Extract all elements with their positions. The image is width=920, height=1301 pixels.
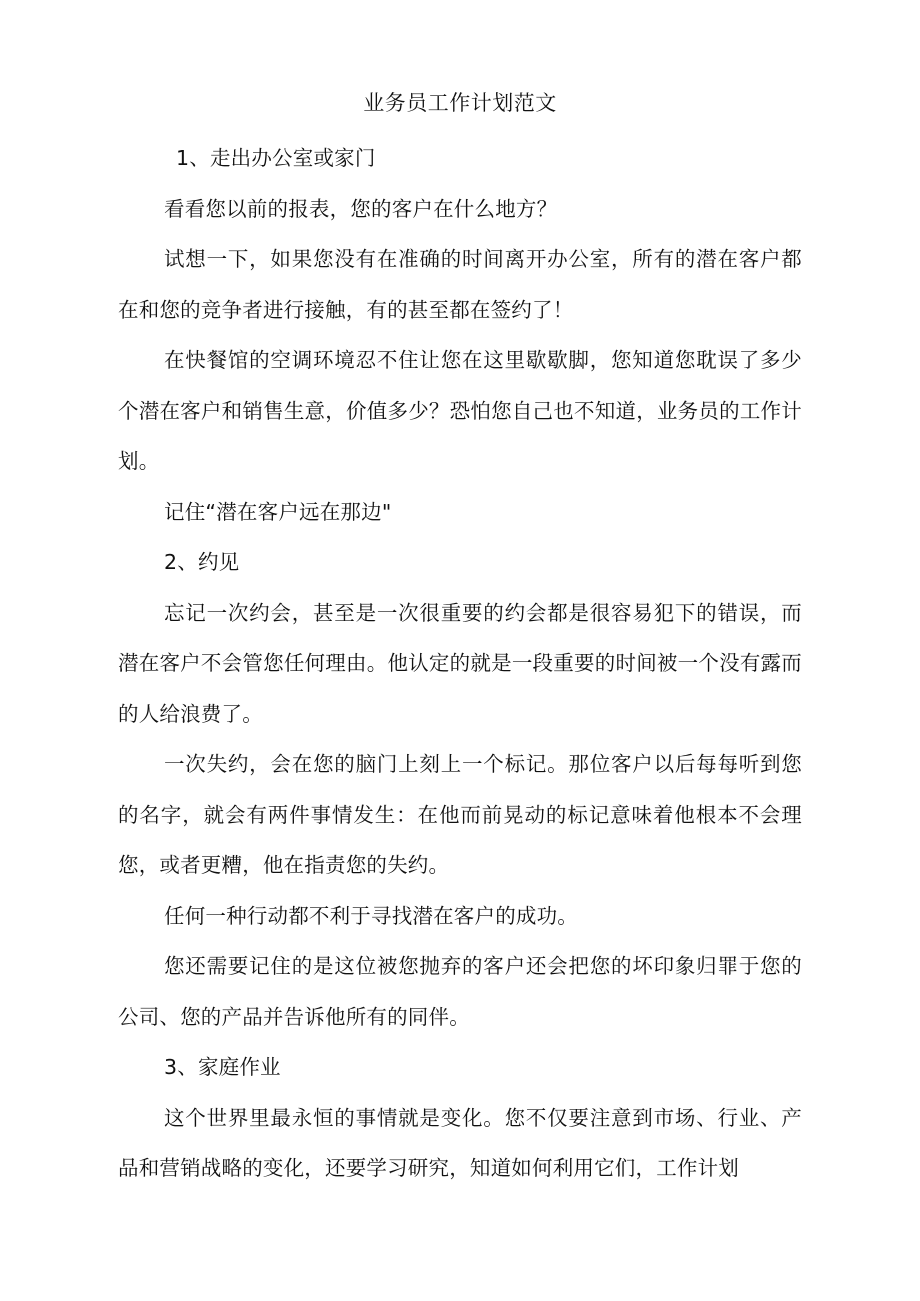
paragraph: 试想一下，如果您没有在准确的时间离开办公室，所有的潜在客户都在和您的竞争者进行接触，有的甚至都在签约了！ [118, 247, 802, 322]
paragraph: 任何一种行动都不利于寻找潜在客户的成功。 [164, 903, 578, 928]
section-heading-3: 3、家庭作业 [164, 1055, 281, 1079]
paragraph: 您还需要记住的是这位被您抛弃的客户还会把您的坏印象归罪于您的公司、您的产品并告诉他所有的同伴。 [118, 954, 802, 1029]
document-body [118, 133, 802, 1194]
paragraph: 在快餐馆的空调环境忍不住让您在这里歇歇脚，您知道您耽误了多少个潜在客户和销售生意，价值多少？恐怕您自己也不知道，业务员的工作计划。 [118, 348, 802, 473]
section-heading-2: 2、约见 [164, 550, 240, 574]
paragraph: 这个世界里最永恒的事情就是变化。您不仅要注意到市场、行业、产品和营销战略的变化，还要学习研究，知道如何利用它们，工作计划 [118, 1105, 802, 1180]
paragraph: 记住“潜在客户远在那边" [164, 499, 392, 524]
document-title: 业务员工作计划范文 [363, 91, 557, 115]
paragraph: 忘记一次约会，甚至是一次很重要的约会都是很容易犯下的错误，而潜在客户不会管您任何理由。他认定的就是一段重要的时间被一个没有露而的人给浪费了。 [118, 600, 802, 726]
paragraph: 一次失约，会在您的脑门上刻上一个标记。那位客户以后每每听到您的名字，就会有两件事情发生：在他而前晃动的标记意味着他根本不会理您，或者更糟，他在指责您的失约。 [118, 752, 802, 877]
section-heading-1: 1、走出办公室或家门 [176, 146, 376, 170]
paragraph: 看看您以前的报表，您的客户在什么地方？ [164, 196, 558, 221]
